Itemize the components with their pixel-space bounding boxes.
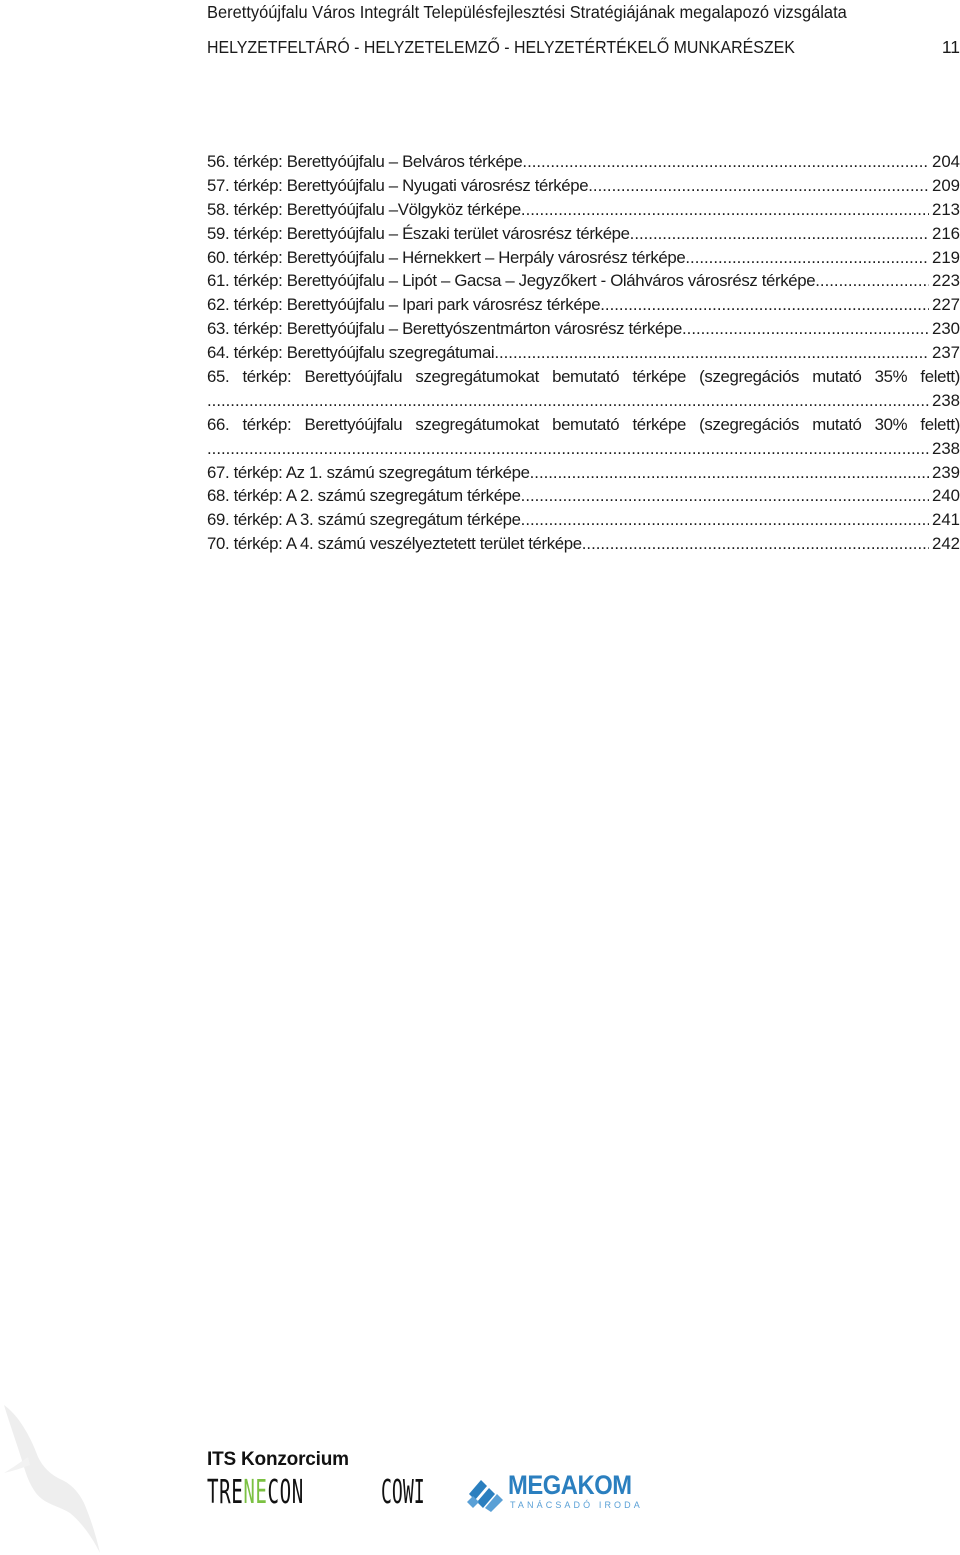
toc-entry-wrapped[interactable] [207, 365, 960, 413]
toc-entry-page: 241 [932, 510, 960, 530]
toc-entry-label: 60. térkép: Berettyóújfalu – Hérnekkert – Herpály városrész térképe [207, 247, 686, 267]
toc-entry-page: 223 [932, 271, 960, 291]
toc-entry-page: 209 [932, 175, 960, 195]
toc-entry[interactable] [207, 508, 960, 532]
dot-leader [685, 246, 929, 270]
trenecon-logo: TRENECON [207, 1472, 304, 1511]
toc-entry[interactable] [207, 461, 960, 485]
dot-leader [494, 341, 929, 365]
header-subtitle: HELYZETFELTÁRÓ - HELYZETELEMZŐ - HELYZETÉRTÉKELŐ MUNKARÉSZEK [207, 37, 795, 57]
toc-entry-label: 66. térkép: Berettyóújfalu szegregátumokat bemutató térképe (szegregációs mutató 30% felett) [207, 414, 960, 434]
toc-entry[interactable] [207, 269, 960, 293]
cowi-logo: COWI [381, 1472, 425, 1511]
toc-entry-label: 57. térkép: Berettyóújfalu – Nyugati városrész térképe [207, 175, 589, 195]
toc-entry-page: 213 [932, 199, 960, 219]
toc-entry[interactable] [207, 484, 960, 508]
dot-leader [815, 269, 929, 293]
toc-entry-label: 58. térkép: Berettyóújfalu –Völgyköz térképe [207, 199, 521, 219]
toc-entry-label: 61. térkép: Berettyóújfalu – Lipót – Gacsa – Jegyzőkert - Oláhváros városrész térképe [207, 271, 816, 291]
toc-entry-label: 70. térkép: A 4. számú veszélyeztetett terület térképe [207, 534, 582, 554]
toc-entry[interactable] [207, 198, 960, 222]
toc-entry-page: 230 [932, 319, 960, 339]
toc-entry-page: 219 [932, 247, 960, 267]
toc-entry-label: 63. térkép: Berettyóújfalu – Berettyószentmárton városrész térképe [207, 319, 682, 339]
dot-leader [207, 389, 929, 413]
dot-leader [521, 198, 929, 222]
toc-entry-wrapped[interactable] [207, 413, 960, 461]
toc-entry[interactable] [207, 341, 960, 365]
toc-entry-label: 67. térkép: Az 1. számú szegregátum térképe [207, 462, 530, 482]
toc-entry[interactable] [207, 246, 960, 270]
table-of-contents [207, 150, 960, 556]
albatross-watermark-icon [0, 1395, 110, 1555]
toc-entry-page: 238 [932, 438, 960, 458]
toc-entry-page: 227 [932, 295, 960, 315]
dot-leader [582, 532, 929, 556]
toc-entry-page: 216 [932, 223, 960, 243]
toc-entry-page: 204 [932, 152, 960, 171]
dot-leader [530, 461, 929, 485]
megakom-logo-text: MEGAKOM [508, 1470, 632, 1500]
dot-leader [521, 484, 929, 508]
toc-entry-page: 242 [932, 534, 960, 554]
megakom-logo-subtitle: TANÁCSADÓ IRODA [510, 1500, 643, 1510]
toc-entry-page: 240 [932, 486, 960, 506]
dot-leader [521, 508, 929, 532]
toc-entry-label: 56. térkép: Berettyóújfalu – Belváros térképe [207, 152, 523, 171]
toc-entry-page: 239 [932, 462, 960, 482]
consortium-name: ITS Konzorcium [207, 1449, 349, 1470]
toc-entry-page: 237 [932, 343, 960, 363]
dot-leader [600, 293, 929, 317]
toc-entry[interactable] [207, 293, 960, 317]
dot-leader [522, 150, 929, 174]
toc-entry[interactable] [207, 532, 960, 556]
dot-leader [682, 317, 929, 341]
megakom-logo-icon [465, 1472, 505, 1512]
toc-entry-label: 68. térkép: A 2. számú szegregátum térképe [207, 486, 521, 506]
toc-entry-label: 69. térkép: A 3. számú szegregátum térképe [207, 510, 521, 530]
toc-entry[interactable] [207, 150, 960, 174]
toc-entry-label: 65. térkép: Berettyóújfalu szegregátumokat bemutató térképe (szegregációs mutató 35% felett) [207, 367, 960, 387]
dot-leader [588, 174, 929, 198]
dot-leader [630, 222, 929, 246]
toc-entry[interactable] [207, 174, 960, 198]
page-number: 11 [941, 37, 960, 57]
toc-entry-label: 59. térkép: Berettyóújfalu – Északi terület városrész térképe [207, 223, 630, 243]
toc-entry-label: 64. térkép: Berettyóújfalu szegregátumai [207, 343, 495, 363]
toc-entry[interactable] [207, 222, 960, 246]
header-title: Berettyóújfalu Város Integrált Településfejlesztési Stratégiájának megalapozó vizsgálata [207, 2, 847, 22]
toc-entry[interactable] [207, 317, 960, 341]
dot-leader [207, 437, 929, 461]
toc-entry-page: 238 [932, 390, 960, 410]
toc-entry-label: 62. térkép: Berettyóújfalu – Ipari park városrész térképe [207, 295, 601, 315]
